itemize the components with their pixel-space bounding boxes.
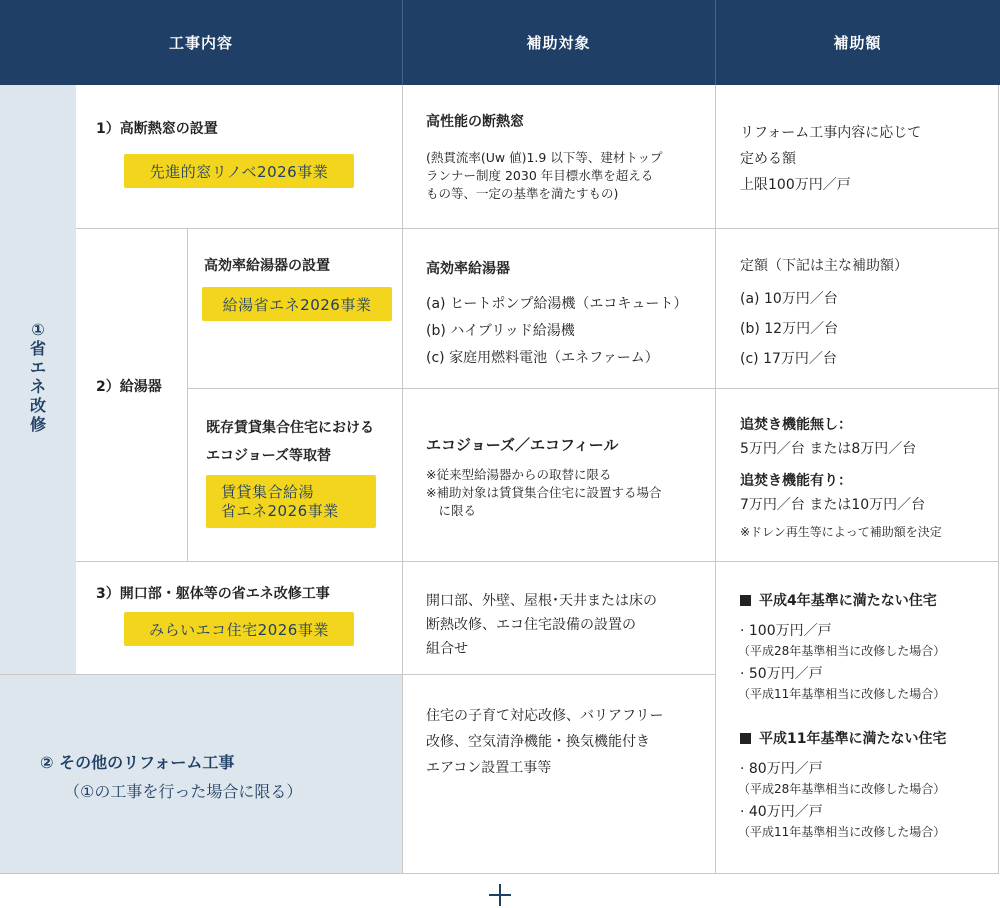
row2b-target-notes: [426, 466, 661, 520]
section2-target: [426, 703, 663, 781]
section1-label-char: 改: [29, 396, 46, 415]
amount-item-note: （平成11年基準相当に改修した場合）: [738, 825, 946, 839]
row1-amount: [740, 120, 921, 198]
shared-amount: [740, 590, 946, 840]
note-line: ※補助対象は賃貸集合住宅に設置する場合: [426, 485, 662, 500]
row-divider: [76, 561, 999, 562]
target-line: 開口部、外壁、屋根･天井または床の: [426, 593, 657, 609]
target-line: 組合せ: [426, 641, 468, 657]
section2-subtitle: （①の工事を行った場合に限る）: [64, 782, 303, 801]
section1-label-char: エ: [29, 358, 46, 377]
section2-bg: [0, 674, 402, 873]
target-line: 断熱改修、エコ住宅設備の設置の: [426, 617, 636, 633]
amount-item-note: （平成28年基準相当に改修した場合）: [738, 644, 946, 658]
target-item: (b) ハイブリッド給湯機: [426, 323, 575, 339]
row2a-target-items: [426, 291, 687, 372]
row-divider: [76, 228, 999, 229]
section1-label-char: ネ: [29, 377, 46, 396]
amount-item-note: （平成11年基準相当に改修した場合）: [738, 687, 946, 701]
title-line: エコジョーズ等取替: [206, 448, 332, 464]
row2a-badge-label: 給湯省エネ2026事業: [222, 295, 372, 314]
table-right-border: [998, 85, 999, 874]
square-bullet-icon: [740, 595, 751, 606]
header-amount-label: 補助額: [833, 34, 882, 52]
row-divider: [0, 674, 715, 675]
row2b-amount-note: ※ドレン再生等によって補助額を決定: [740, 525, 942, 539]
row1-target-note: [426, 149, 662, 203]
row2b-title: [206, 414, 374, 470]
header-col-work: [0, 0, 402, 85]
row3-target: [426, 589, 657, 661]
note-line: ※従来型給湯器からの取替に限る: [426, 467, 612, 482]
header-work-label: 工事内容: [168, 34, 233, 52]
table-bottom-border: [0, 873, 999, 874]
amount-group2-title-text: 平成11年基準に満たない住宅: [759, 731, 947, 747]
row2b-badge-line: 省エネ2026事業: [221, 501, 339, 520]
note-line: ランナー制度 2030 年目標水準を超える: [426, 168, 654, 183]
amount-line: 定める額: [740, 151, 796, 167]
amount-line: 上限100万円／戸: [740, 177, 851, 193]
row2b-amount-no-value: 5万円／台 または8万円／台: [740, 441, 917, 457]
section1-label-char: 修: [29, 415, 46, 434]
section1-label: [0, 320, 76, 434]
row2b-amount-no-label: 追焚き機能無し：: [740, 417, 852, 433]
header-target-label: 補助対象: [526, 34, 591, 52]
col-divider: [715, 85, 716, 874]
target-item: (c) 家庭用燃料電池（エネファーム）: [426, 350, 659, 366]
row1-program-badge: [124, 154, 354, 188]
amount-item: (a) 10万円／台: [740, 291, 838, 307]
section1-label-char: ①: [31, 320, 45, 339]
amount-item: (b) 12万円／台: [740, 321, 839, 337]
row2b-program-badge: [206, 475, 376, 528]
row2b-target-title: エコジョーズ／エコフィール: [426, 436, 619, 454]
row2a-title: 高効率給湯器の設置: [204, 258, 330, 274]
col-divider: [402, 85, 403, 874]
row2a-program-badge: [202, 287, 392, 321]
row2-title: 2）給湯器: [96, 379, 162, 395]
section2-title: ② その他のリフォーム工事: [40, 753, 235, 772]
header-divider: [715, 0, 716, 85]
amount-item: · 80万円／戸: [740, 761, 823, 777]
target-line: エアコン設置工事等: [426, 760, 552, 776]
amount-item-note: （平成28年基準相当に改修した場合）: [738, 782, 946, 796]
target-line: 改修、空気清浄機能・換気機能付き: [426, 734, 650, 750]
row2b-amount-yes-value: 7万円／台 または10万円／台: [740, 497, 926, 513]
note-line: もの等、一定の基準を満たすもの): [426, 186, 619, 201]
row2a-amount-items: [740, 284, 838, 374]
amount-group1-title: [740, 590, 946, 610]
row2a-amount-title: 定額（下記は主な補助額）: [740, 258, 908, 274]
square-bullet-icon: [740, 733, 751, 744]
amount-line: リフォーム工事内容に応じて: [740, 125, 922, 141]
amount-group2-title: [740, 728, 946, 748]
amount-item: · 40万円／戸: [740, 804, 823, 820]
note-line: (熱貫流率(Uw 値)1.9 以下等、建材トップ: [426, 150, 663, 165]
amount-item: (c) 17万円／台: [740, 351, 837, 367]
target-line: 住宅の子育て対応改修、バリアフリー: [426, 708, 664, 724]
row-divider: [187, 388, 999, 389]
row2a-target-title: 高効率給湯器: [426, 261, 510, 277]
section1-label-char: 省: [29, 339, 46, 358]
row2b-badge-line: 賃貸集合給湯: [221, 482, 315, 501]
row1-target-title: 高性能の断熱窓: [426, 114, 524, 130]
row1-title: 1）高断熱窓の設置: [96, 121, 218, 137]
amount-item: · 50万円／戸: [740, 666, 823, 682]
header-col-target: [402, 0, 715, 85]
header-divider: [402, 0, 403, 85]
row2b-amount-yes-label: 追焚き機能有り：: [740, 473, 852, 489]
plus-icon: [489, 884, 511, 906]
title-line: 既存賃貸集合住宅における: [206, 420, 374, 436]
row1-badge-label: 先進的窓リノベ2026事業: [149, 162, 329, 181]
amount-item: · 100万円／戸: [740, 623, 832, 639]
note-line: に限る: [426, 503, 477, 518]
target-item: (a) ヒートポンプ給湯機（エコキュート）: [426, 296, 688, 312]
row3-title: 3）開口部・躯体等の省エネ改修工事: [96, 586, 330, 602]
header-col-amount: [715, 0, 1000, 85]
row3-badge-label: みらいエコ住宅2026事業: [149, 620, 329, 639]
row3-program-badge: [124, 612, 354, 646]
subcol-divider: [187, 229, 188, 562]
amount-group1-title-text: 平成4年基準に満たない住宅: [759, 593, 937, 609]
